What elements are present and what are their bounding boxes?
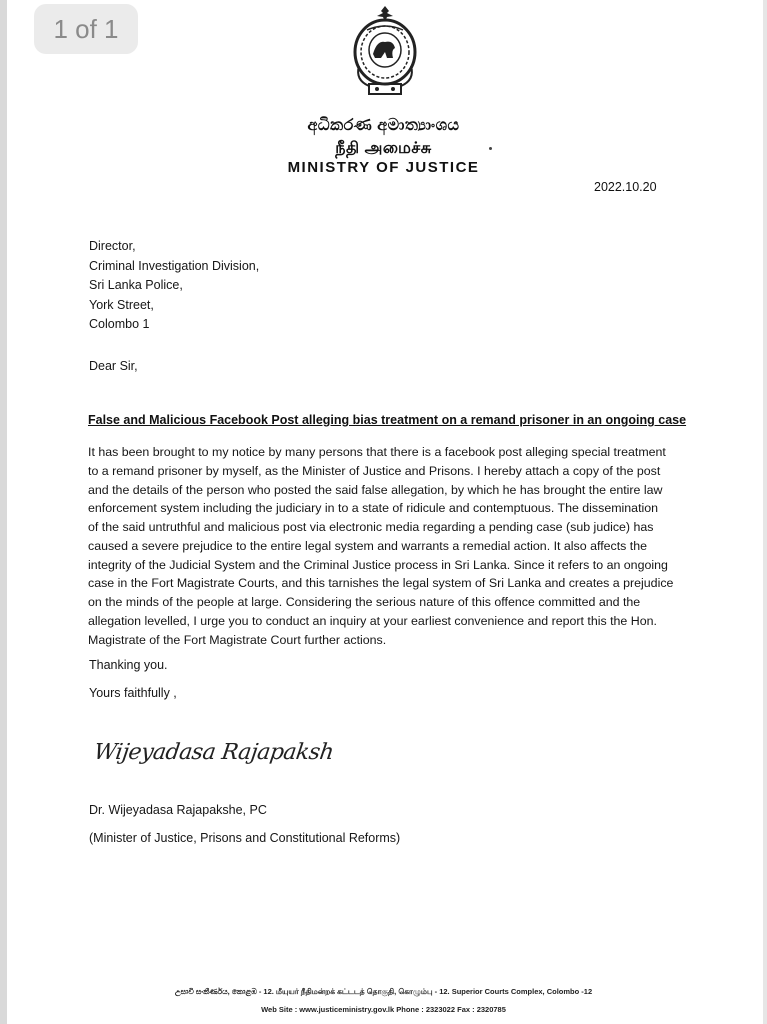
letter-body [88, 443, 686, 649]
ministry-name-tamil: நீதி அமைச்சு [335, 140, 432, 157]
ministry-name-sinhala: අධිකරණ අමාත්‍යාංශය [307, 117, 460, 134]
scan-speck [489, 147, 492, 150]
footer-contact: Web Site : www.justiceministry.gov.lk Phone : 2323022 Fax : 2320785 [261, 1005, 506, 1014]
address-line: Colombo 1 [89, 317, 150, 331]
body-line: of the said untruthful and malicious post via electronic media regarding a pending case (sub judice) has [88, 520, 654, 534]
closing-thanks: Thanking you. [89, 658, 168, 672]
body-line: to a remand prisoner by myself, as the Minister of Justice and Prisons. I hereby attach a copy of the post [88, 463, 661, 478]
body-line: enforcement system including the judiciary in to a state of ridicule and contemptuous. The dissemination [88, 501, 659, 516]
body-line: Magistrate of the Fort Magistrate Court further actions. [88, 632, 387, 647]
signer-title: (Minister of Justice, Prisons and Constitutional Reforms) [89, 831, 401, 845]
address-line: Director, [89, 239, 136, 253]
salutation: Dear Sir, [89, 359, 138, 373]
footer-address: උසාවි සංකීර්ණය, කොළඹ - 12. மீயுயர் நீதிமன்றக் கட்டடத் தொகுதி, கொழும்பு - 12. Superior Courts Complex, Colombo -12 [174, 987, 593, 996]
letter-date: 2022.10.20 [594, 180, 657, 194]
page-indicator: 1 of 1 [34, 4, 138, 54]
handwritten-signature: Wijeyadasa Rajapaksh [92, 740, 336, 765]
closing-sign-off: Yours faithfully , [89, 686, 177, 700]
body-line: case in the Fort Magistrate Courts, and this tarnishes the legal system of Sri Lanka and creates a prejudice [88, 576, 674, 591]
address-line: Criminal Investigation Division, [89, 258, 260, 273]
national-emblem-icon [349, 4, 421, 98]
ministry-name-english: MINISTRY OF JUSTICE [287, 159, 480, 176]
body-line: on the minds of the people at large. Considering the serious nature of this offence committed and the [88, 595, 641, 609]
body-line: allegation levelled, I urge you to conduct an inquiry at your earliest convenience and report this the Hon. [88, 613, 657, 628]
body-line: integrity of the Judicial System and the Criminal Justice process in Sri Lanka. Since it refers to an ongoing [88, 557, 668, 572]
body-line: caused a severe prejudice to the entire legal system and warrants a remedial action. It also affects the [88, 538, 648, 553]
signer-name: Dr. Wijeyadasa Rajapakshe, PC [89, 803, 267, 817]
letter-subject: False and Malicious Facebook Post alleging bias treatment on a remand prisoner in an ongoing case [88, 413, 687, 427]
body-line: It has been brought to my notice by many persons that there is a facebook post alleging special treatment [88, 445, 666, 459]
recipient-address [89, 237, 259, 335]
body-line: and the details of the person who posted the said false allegation, by which he has brought the entire law [88, 482, 663, 497]
address-line: Sri Lanka Police, [89, 278, 183, 292]
address-line: York Street, [89, 297, 154, 312]
